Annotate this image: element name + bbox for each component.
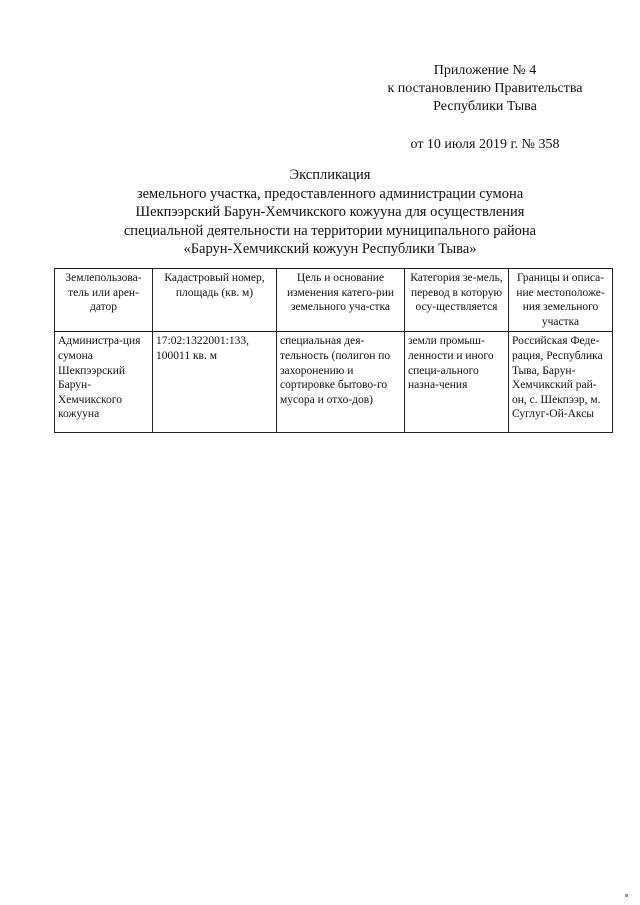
cell-purpose: специальная дея-тельность (полигон по захоронению и сортировке бытово-го мусора и отхо-дов) bbox=[277, 332, 405, 433]
scan-speck bbox=[625, 894, 628, 897]
header-purpose: Цель и основание изменения катего-рии земельного уча-стка bbox=[277, 269, 405, 332]
appendix-block bbox=[360, 62, 610, 154]
header-cadastral-number: Кадастровый номер, площадь (кв. м) bbox=[153, 269, 277, 332]
appendix-date: от 10 июля 2019 г. № 358 bbox=[410, 137, 560, 152]
title-line-2: земельного участка, предоставленного администрации сумона bbox=[136, 185, 524, 202]
header-land-category: Категория зе-мель, перевод в которую осу-ществляется bbox=[405, 269, 509, 332]
explication-table bbox=[54, 268, 613, 433]
header-boundaries: Границы и описа-ние местоположе-ния земельного участка bbox=[509, 269, 613, 332]
title-line-3: Шекпээрский Барун-Хемчикского кожууна для осуществления bbox=[135, 204, 525, 220]
appendix-number: Приложение № 4 bbox=[433, 63, 537, 78]
title-line-4: специальной деятельности на территории муниципального района bbox=[123, 222, 537, 239]
appendix-reference: к постановлению Правительства bbox=[387, 81, 583, 96]
table-header-row bbox=[55, 269, 613, 332]
appendix-region: Республики Тыва bbox=[433, 99, 537, 114]
table-row bbox=[55, 332, 613, 433]
title-line-1: Экспликация bbox=[289, 167, 371, 183]
cell-cadastral-number: 17:02:1322001:133, 100011 кв. м bbox=[153, 332, 277, 433]
cell-land-category: земли промыш-ленности и иного специ-ального назна-чения bbox=[405, 332, 509, 433]
title-line-5: «Барун-Хемчикский кожуун Республики Тыва» bbox=[183, 241, 477, 257]
document-title bbox=[60, 166, 600, 259]
cell-boundaries: Российская Феде-рация, Республика Тыва, Барун-Хемчикский рай-он, с. Шекпээр, м. Суглуг-Ой-Аксы bbox=[509, 332, 613, 433]
cell-land-user: Администра-ция сумона Шекпээрский Барун-Хемчикского кожууна bbox=[55, 332, 153, 433]
header-land-user: Землепользова-тель или арен-датор bbox=[55, 269, 153, 332]
